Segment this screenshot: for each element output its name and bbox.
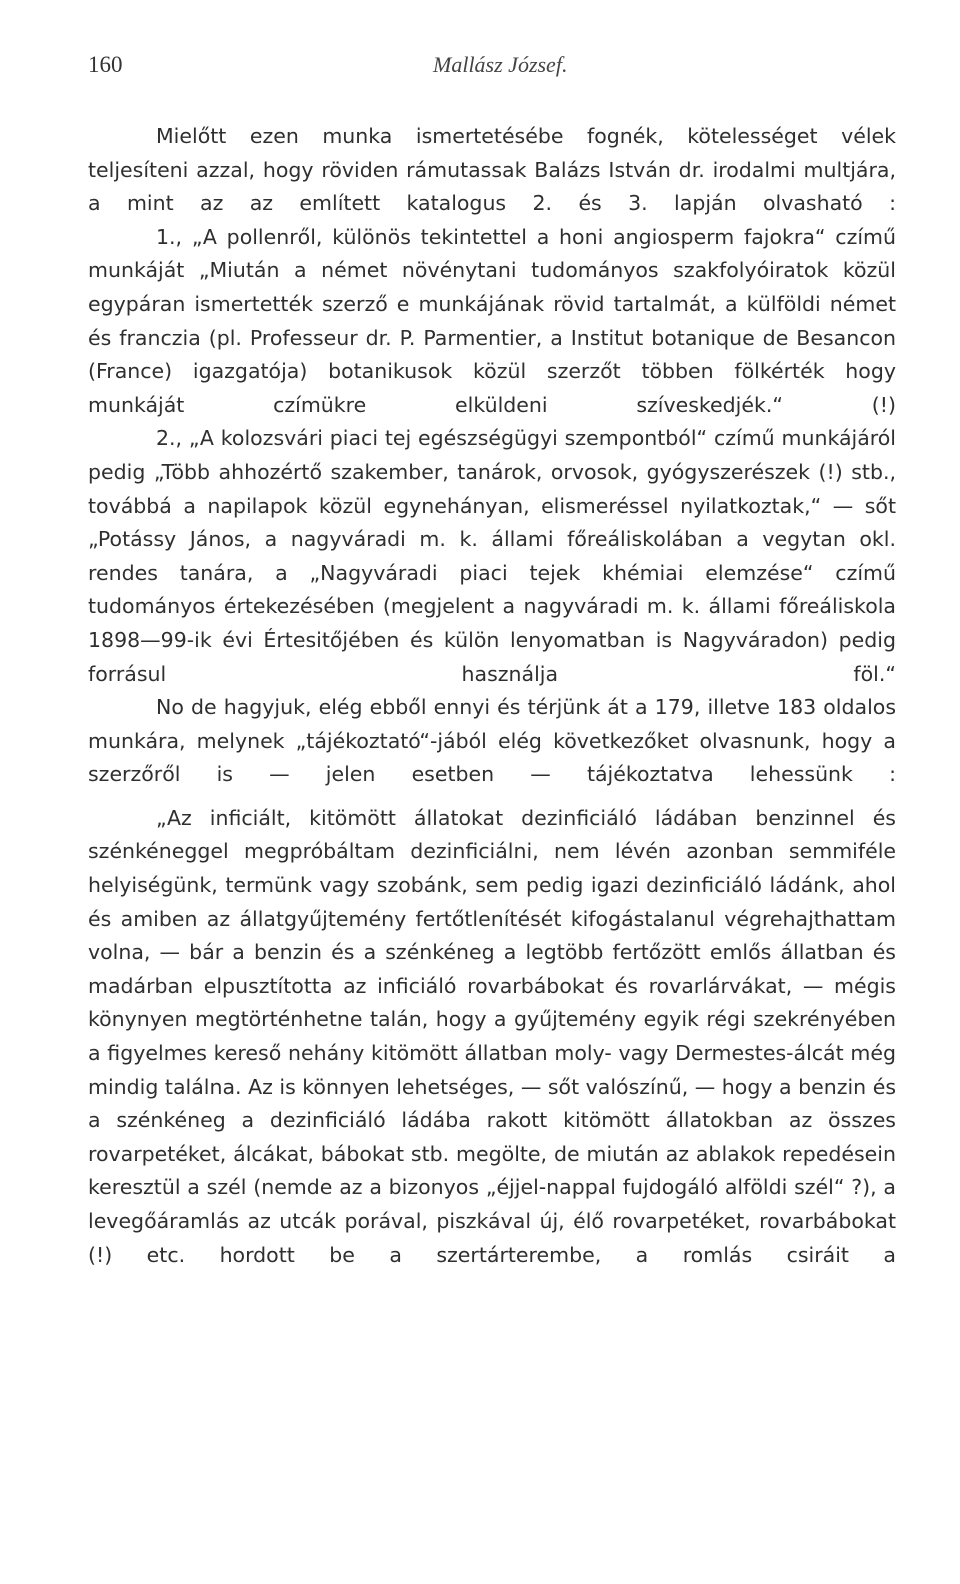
page-number: 160 xyxy=(88,52,123,77)
body-text xyxy=(88,120,896,1272)
running-head xyxy=(88,52,900,84)
paragraph-intro: Mielőtt ezen munka ismertetésébe fognék, kötelességet vélek teljesíteni azzal, hogy röviden rámutassak Balázs István dr. irodalmi multjára, a mint az az említett katalogus 2. és 3. lapján olvasható : xyxy=(88,124,896,216)
paragraph-item-2: 2., „A kolozsvári piaci tej egészségügyi szempontból“ czímű munkájáról pedig „Több ahhozértő szakember, tanárok, orvosok, gyógyszerészek (!) stb., továbbá a napilapok közül egynehányan, elismeréssel nyilatkoztak,“ — sőt „Potássy János, a nagyváradi m. k. állami főreáliskolában a vegytan okl. rendes tanára, a „Nagyváradi piaci tejek khémiai elemzése“ czímű tudományos értekezésében (megjelent a nagyváradi m. k. állami főreáliskola 1898—99-ik évi Értesitőjében és külön lenyomatban is Nagyváradon) pedig forrásul használja föl.“ xyxy=(88,426,896,686)
paragraph-transition: No de hagyjuk, elég ebből ennyi és térjünk át a 179, illetve 183 oldalos munkára, melynek „tájékoztató“-jából elég következőket olvasnunk, hogy a szerzőről is — jelen esetben — tájékoztatva lehessünk : xyxy=(88,695,896,787)
paragraph-quote: „Az inficiált, kitömött állatokat dezinficiáló ládában benzinnel és szénkéneggel megpróbáltam dezinficiálni, nem lévén azonban semmiféle helyiségünk, termünk vagy szobánk, sem pedig igazi dezinficiáló ládánk, ahol és amiben az állatgyűjtemény fertőtlenítését kifogástalanul végrehajthattam volna, — bár a benzin és a szénkéneg a legtöbb fertőzött emlős állatban és madárban elpusztította az inficiáló rovarbábokat és rovarlárvákat, — mégis könynyen megtörténhetne talán, hogy a gyűjtemény egyik régi szekrényében a figyelmes kereső nehány kitömött állatban moly- vagy Dermestes-álcát még mindig találna. Az is könnyen lehetséges, — sőt valószínű, — hogy a benzin és a szénkéneg a dezinficiáló ládába rakott kitömött állatokban az összes rovarpetéket, álcákat, bábokat stb. megölte, de miután az ablakok repedésein keresztül a szél (nemde az a bizonyos „éjjel-nappal fujdogáló alföldi szél“ ?), a levegőáramlás az utcák porával, piszkával új, élő rovarpetéket, rovarbábokat (!) etc. hordott be a szertárterembe, a romlás csiráit a xyxy=(88,805,896,1267)
running-head-author: Mallász József. xyxy=(433,52,568,77)
paragraph-item-1: 1., „A pollenről, különös tekintettel a honi angiosperm fajokra“ czímű munkáját „Miután a német növénytani tudományos szakfolyóiratok közül egypáran ismertették szerző e munkájának rövid tartalmát, a külföldi német és franczia (pl. Professeur dr. P. Parmentier, a Institut botanique de Besancon (France) igazgatója) botanikusok közül szerzőt többen fölkérték hogy munkáját czímükre elküldeni szíveskedjék.“ (!) xyxy=(88,224,896,417)
